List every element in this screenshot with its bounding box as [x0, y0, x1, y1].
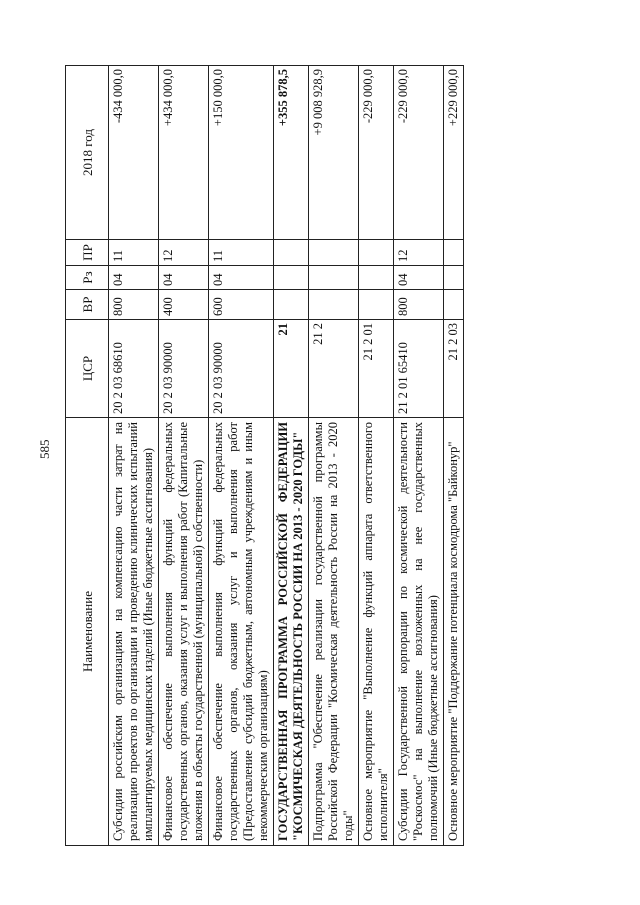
- row-vr: [444, 290, 464, 320]
- row-amount: +150 000,0: [209, 66, 274, 240]
- row-rz: 04: [159, 266, 209, 290]
- header-csr: ЦСР: [66, 320, 109, 418]
- table-header-row: [66, 66, 109, 846]
- row-vr: 600: [209, 290, 274, 320]
- header-vr: ВР: [66, 290, 109, 320]
- row-csr: 20 2 03 90000: [159, 320, 209, 418]
- row-amount: +434 000,0: [159, 66, 209, 240]
- row-pr: [274, 240, 309, 266]
- row-pr: [309, 240, 359, 266]
- row-amount: +9 008 928,9: [309, 66, 359, 240]
- row-vr: 400: [159, 290, 209, 320]
- row-amount: +229 000,0: [444, 66, 464, 240]
- row-csr: 20 2 03 90000: [209, 320, 274, 418]
- row-csr: 21 2 01: [359, 320, 394, 418]
- row-amount: +355 878,5: [274, 66, 309, 240]
- row-csr: 20 2 03 68610: [109, 320, 159, 418]
- row-pr: 12: [159, 240, 209, 266]
- row-amount: -434 000,0: [109, 66, 159, 240]
- row-name: Основное мероприятие "Поддержание потенциала космодрома "Байконур": [444, 418, 464, 846]
- row-amount: -229 000,0: [359, 66, 394, 240]
- row-rz: [444, 266, 464, 290]
- row-rz: [359, 266, 394, 290]
- rotated-table-container: [65, 66, 585, 846]
- row-name: Финансовое обеспечение выполнения функций федеральных государственных органов, оказания услуг и выполнения работ (Предоставление субсидий бюджетным, автономным учреждениям и иным некоммерческим организациям): [209, 418, 274, 846]
- row-vr: [309, 290, 359, 320]
- table-row: [274, 66, 309, 846]
- table-row: [359, 66, 394, 846]
- row-amount: -229 000,0: [394, 66, 444, 240]
- row-vr: [274, 290, 309, 320]
- row-rz: [274, 266, 309, 290]
- budget-table: [65, 65, 464, 846]
- row-name: ГОСУДАРСТВЕННАЯ ПРОГРАММА РОССИЙСКОЙ ФЕДЕРАЦИИ "КОСМИЧЕСКАЯ ДЕЯТЕЛЬНОСТЬ РОССИИ НА 2013 - 2020 ГОДЫ": [274, 418, 309, 846]
- table-row: [444, 66, 464, 846]
- header-name: Наименование: [66, 418, 109, 846]
- row-rz: [309, 266, 359, 290]
- row-rz: 04: [109, 266, 159, 290]
- header-year: 2018 год: [66, 66, 109, 240]
- row-name: Финансовое обеспечение выполнения функций федеральных государственных органов, оказания услуг и выполнения работ (Капитальные вложения в объекты государственной (муниципальной) собственности): [159, 418, 209, 846]
- row-csr: 21 2: [309, 320, 359, 418]
- header-pr: ПР: [66, 240, 109, 266]
- row-vr: 800: [394, 290, 444, 320]
- row-name: Основное мероприятие "Выполнение функций аппарата ответственного исполнителя": [359, 418, 394, 846]
- row-pr: 11: [209, 240, 274, 266]
- table-row: [109, 66, 159, 846]
- row-csr: 21 2 01 65410: [394, 320, 444, 418]
- row-pr: [359, 240, 394, 266]
- table-row: [394, 66, 444, 846]
- row-name: Субсидии российским организациям на компенсацию части затрат на реализацию проектов по организации и проведению клинических испытаний имплантируемых медицинских изделий (Иные бюджетные ассигнования): [109, 418, 159, 846]
- row-name: Субсидии Государственной корпорации по космической деятельности "Роскосмос" на выполнение возложенных на нее государственных полномочий (Иные бюджетные ассигнования): [394, 418, 444, 846]
- page-number: 585: [37, 439, 52, 459]
- row-csr: 21: [274, 320, 309, 418]
- row-vr: [359, 290, 394, 320]
- row-rz: 04: [209, 266, 274, 290]
- row-pr: [444, 240, 464, 266]
- row-pr: 12: [394, 240, 444, 266]
- table-row: [309, 66, 359, 846]
- row-name: Подпрограмма "Обеспечение реализации государственной программы Российской Федерации "Космическая деятельность России на 2013 - 2020 годы": [309, 418, 359, 846]
- row-pr: 11: [109, 240, 159, 266]
- row-vr: 800: [109, 290, 159, 320]
- table-row: [159, 66, 209, 846]
- table-row: [209, 66, 274, 846]
- row-rz: 04: [394, 266, 444, 290]
- header-rz: Рз: [66, 266, 109, 290]
- row-csr: 21 2 03: [444, 320, 464, 418]
